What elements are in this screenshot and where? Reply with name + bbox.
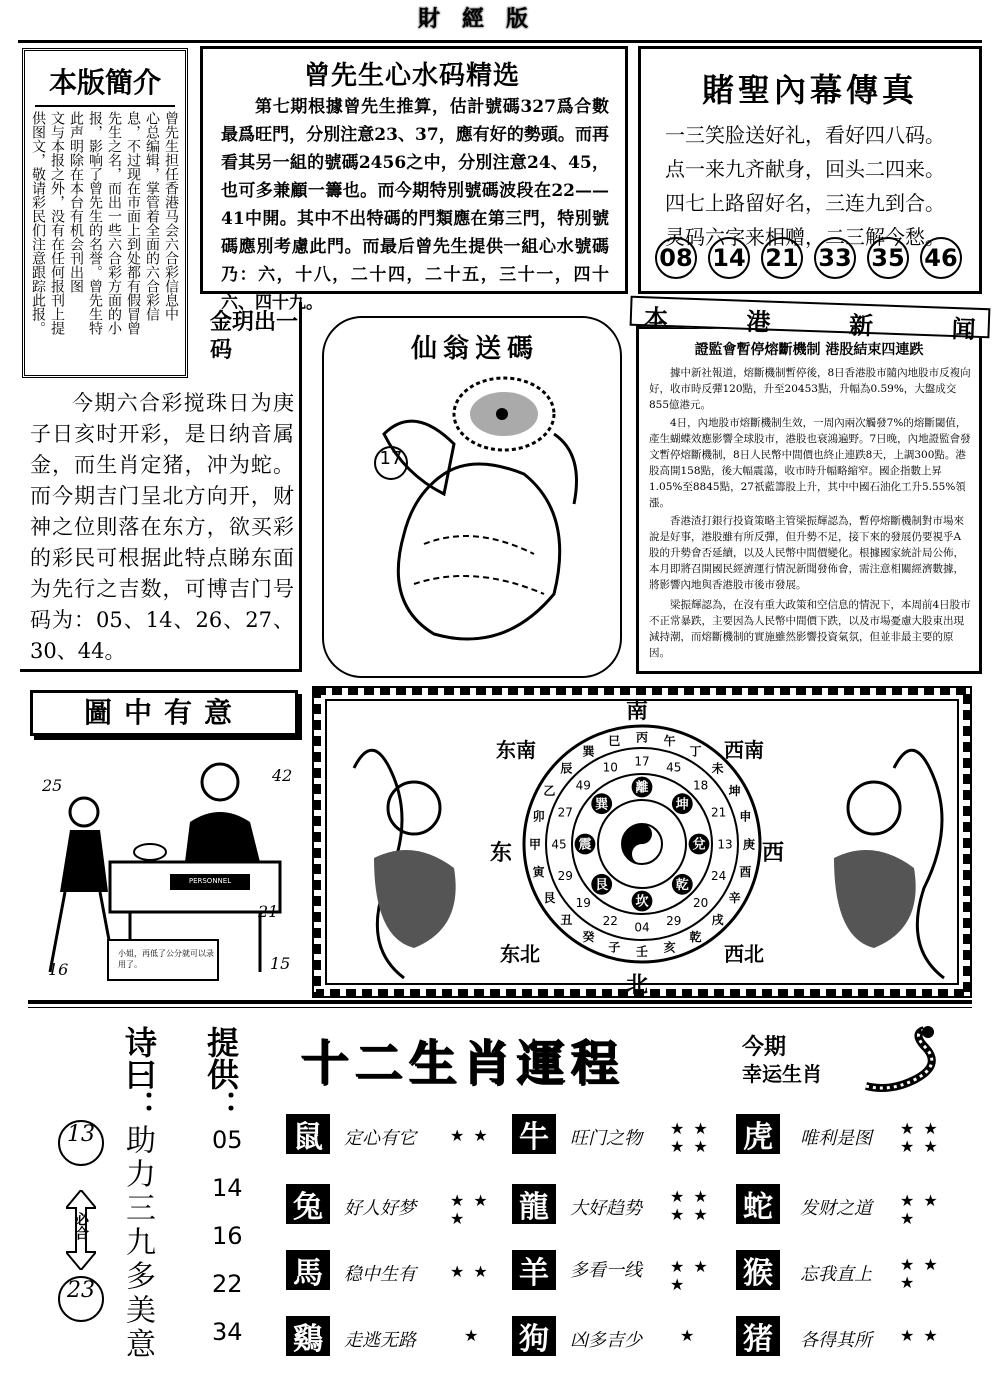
dir-southwest: 西南 bbox=[724, 738, 764, 762]
intro-col: 曾先生担任香港马会六合彩信息中 bbox=[163, 111, 179, 321]
compass-middle-label: 04 bbox=[634, 920, 650, 935]
zodiac-animal: 猴 bbox=[736, 1250, 780, 1290]
compass-middle-label: 13 bbox=[717, 837, 733, 852]
zodiac-animal: 牛 bbox=[512, 1114, 556, 1154]
tips-body: 第七期根據曾先生推算，估計號碼327爲合數最爲旺門，分別注意23、37，應有好的勢頭。而再看其另一組的號碼2456之中，分別注意24、45，也可多兼顧一籌也。而今期特別號碼波段在22——41中開。其中不出特碼的門類應在第三門，特別號碼應別考慮此門。而最后曾先生提供一組心水號碼乃：六，十八，二十四，二十五，三十一，四十六、四十九。 bbox=[221, 97, 609, 313]
compass-middle-label: 18 bbox=[693, 778, 709, 793]
zodiac-animal: 馬 bbox=[286, 1250, 330, 1290]
poem-line: 点一来九齐献身，回头二四来。 bbox=[665, 157, 945, 181]
immortal-figure bbox=[324, 364, 624, 674]
cartoon-num: 15 bbox=[270, 954, 291, 973]
compass-trigram-label: 震 bbox=[578, 837, 592, 853]
zodiac-fortune: 各得其所 bbox=[800, 1330, 872, 1351]
zodiac-stars: ★ ★ ★ bbox=[670, 1257, 710, 1294]
zodiac-fortune: 凶多吉少 bbox=[570, 1330, 642, 1351]
dir-east: 东 bbox=[490, 841, 513, 866]
provided-number: 05 bbox=[212, 1126, 243, 1154]
tips-box bbox=[200, 46, 628, 313]
zodiac-stars: ★ ★ ★ ★ bbox=[670, 1119, 710, 1156]
compass-middle-label: 17 bbox=[634, 754, 650, 769]
zodiac-animal: 鷄 bbox=[286, 1316, 330, 1356]
zodiac-stars: ★ ★ bbox=[450, 1126, 490, 1145]
compass-outer-label: 戌 bbox=[711, 912, 724, 927]
zodiac-animal: 鼠 bbox=[286, 1114, 330, 1154]
must-match-label: 必合 bbox=[73, 1212, 89, 1240]
header-title: 財經版 bbox=[418, 6, 551, 32]
compass-outer-label: 酉 bbox=[739, 865, 752, 880]
zodiac-fortune: 发财之道 bbox=[800, 1198, 872, 1219]
compass-middle-label: 20 bbox=[693, 896, 709, 911]
compass-outer-label: 辛 bbox=[728, 890, 741, 905]
zodiac-banner: 十二生肖運程 bbox=[300, 1035, 625, 1091]
golden-title: 金玥出一码 bbox=[210, 309, 299, 363]
compass-outer-label: 丙 bbox=[635, 730, 649, 745]
compass-outer-label: 巳 bbox=[608, 733, 621, 748]
intro-title: 本版簡介 bbox=[35, 61, 175, 107]
compass-outer-label: 丑 bbox=[560, 912, 573, 927]
compass-trigram-label: 兌 bbox=[692, 837, 706, 853]
news-paragraph: 據中新社報道，熔斷機制暫停後，8日香港股市隨內地股市反複向好，收市時反彈120點，升至20453點，升幅為0.59%，大盤成交855億港元。 bbox=[649, 367, 971, 411]
zodiac-animal: 虎 bbox=[736, 1114, 780, 1154]
cartoon-num: 25 bbox=[42, 776, 63, 795]
compass-middle-label: 24 bbox=[711, 869, 727, 884]
compass-outer-label: 未 bbox=[711, 761, 724, 776]
compass-middle-label: 21 bbox=[711, 805, 727, 820]
provided-number: 16 bbox=[212, 1222, 243, 1250]
compass-outer-label: 申 bbox=[739, 809, 752, 824]
must-match-badge bbox=[66, 1190, 96, 1270]
compass-outer-label: 乾 bbox=[689, 929, 702, 944]
compass-outer-label: 乙 bbox=[543, 783, 556, 798]
zodiac-fortune: 好人好梦 bbox=[344, 1198, 416, 1219]
compass-middle-label: 10 bbox=[602, 760, 618, 775]
poem-box bbox=[638, 46, 982, 294]
compass-outer-label: 甲 bbox=[528, 837, 542, 852]
intro-col: 息，不过现在市面上到处都有假冒曾 bbox=[125, 111, 141, 335]
zodiac-stars: ★ ★ ★ bbox=[900, 1255, 940, 1292]
news-headline: 證監會暫停熔斷機制 港股結束四連跌 bbox=[694, 342, 924, 358]
compass-middle-label: 29 bbox=[666, 914, 682, 929]
intro-col: 心总编辑，掌管着全面的六合彩信 bbox=[144, 111, 160, 321]
cartoon-num: 21 bbox=[258, 902, 279, 921]
zodiac-fortune: 旺门之物 bbox=[570, 1128, 642, 1149]
zodiac-stars: ★ ★ ★ bbox=[900, 1191, 940, 1228]
news-box bbox=[636, 326, 982, 674]
cartoon-num: 42 bbox=[272, 766, 293, 785]
compass-middle-label: 45 bbox=[551, 837, 567, 852]
compass-outer-label: 子 bbox=[608, 940, 621, 955]
lucky-ball: 33 bbox=[814, 237, 856, 279]
dir-northwest: 西北 bbox=[724, 942, 764, 966]
cartoon-title: 圖中有意 bbox=[83, 696, 244, 729]
zodiac-animal: 狗 bbox=[512, 1316, 556, 1356]
zodiac-fortune: 多看一线 bbox=[570, 1260, 642, 1281]
intro-col: 先生之名，而出一些六合彩方面的小 bbox=[106, 111, 122, 335]
zodiac-provide-label: 提供： bbox=[202, 1026, 240, 1122]
zodiac-fortune: 稳中生有 bbox=[344, 1264, 416, 1285]
zodiac-poem-label: 诗曰： bbox=[120, 1026, 158, 1122]
hand-number-1: 13 bbox=[58, 1120, 104, 1166]
zodiac-animal: 羊 bbox=[512, 1250, 556, 1290]
zodiac-fortune: 唯利是图 bbox=[800, 1128, 872, 1149]
zodiac-fortune: 定心有它 bbox=[344, 1128, 416, 1149]
compass-trigram-label: 乾 bbox=[675, 877, 689, 893]
compass-outer-label: 卯 bbox=[532, 809, 545, 824]
zodiac-stars: ★ ★ ★ bbox=[450, 1191, 490, 1228]
compass-outer-label: 坤 bbox=[728, 783, 741, 798]
zodiac-fortune: 大好趋势 bbox=[570, 1198, 642, 1219]
zodiac-stars: ★ bbox=[464, 1326, 481, 1345]
cartoon-num: 16 bbox=[48, 960, 69, 979]
header-rule bbox=[18, 40, 982, 43]
cartoon-sign: PERSONNEL bbox=[188, 877, 232, 885]
compass-trigram-label: 離 bbox=[635, 780, 649, 796]
news-paragraph: 4日，內地股市熔斷機制生效，一周內兩次觸發7%的熔斷閾值，產生蝴蝶效應影響全球股市，港股也衰鴻遍野。7日晚，內地證監會發文暫停熔斷機制，8日人民幣中間價也終止連跌8天，上調300點。港股高開158點，後大幅震蕩，收市時升幅略縮窄。國企指數上昇1.05%至8845點，27祇藍籌股上升，其中中國石油化工升5.55%領漲。 bbox=[649, 417, 971, 509]
compass-panel bbox=[312, 686, 972, 998]
zodiac-animal: 猪 bbox=[736, 1316, 780, 1356]
zodiac-animal: 兔 bbox=[286, 1184, 330, 1224]
intro-col: 此声明除在本台有机会刊出图 bbox=[68, 111, 84, 293]
compass-middle-label: 49 bbox=[575, 778, 591, 793]
lucky-ball: 46 bbox=[920, 237, 962, 279]
compass-outer-label: 艮 bbox=[543, 890, 556, 905]
immortal-box bbox=[322, 316, 622, 678]
snake-icon bbox=[860, 1026, 950, 1096]
zodiac-sub2: 幸运生肖 bbox=[742, 1062, 822, 1086]
lucky-ball: 35 bbox=[867, 237, 909, 279]
poem-line: 一三笑脸送好礼，看好四八码。 bbox=[665, 123, 945, 147]
poem-line: 四七上路留好名，三连九到合。 bbox=[665, 191, 945, 215]
dir-northeast: 东北 bbox=[500, 942, 540, 966]
compass-outer-label: 亥 bbox=[663, 940, 676, 955]
zodiac-stars: ★ ★ ★ ★ bbox=[670, 1187, 710, 1224]
zodiac-stars: ★ ★ bbox=[450, 1262, 490, 1281]
dir-west: 西 bbox=[762, 841, 785, 866]
zodiac-sub1: 今期 bbox=[742, 1035, 787, 1060]
compass-trigram-label: 巽 bbox=[595, 797, 609, 813]
immortal-number: 17 bbox=[374, 446, 408, 480]
dir-south: 南 bbox=[626, 699, 649, 724]
news-paragraph: 梁振輝認為，在沒有重大政策和空信息的情況下，本周前4日股市不正常暴跌，主要因為人民幣中間價下跌，以及市場憂慮大股東出現減持潮，而熔斷機制的實施雖然影響投資氣氛，但並非最主要的原因。 bbox=[649, 599, 971, 659]
compass-outer-label: 壬 bbox=[635, 944, 649, 959]
compass-outer-label: 丁 bbox=[689, 744, 702, 759]
zodiac-stars: ★ ★ bbox=[900, 1326, 940, 1345]
intro-col: 文与本报之外，没有在任何报刊上提 bbox=[49, 111, 65, 335]
news-paragraph: 香港渣打銀行投資策略主管梁振輝認為，暫停熔斷機制對市場來說是好事，港股雖有所反彈，但升勢不足，接下來的發展仍要視乎A股的升勢會否延續，以及人民幣中間價變化。根據國家統計局公佈，本月即將召開國民經濟運行情況新聞發佈會，需注意相關經濟數據，將影響內地與香港股市後市發展。 bbox=[649, 515, 964, 591]
tips-title: 曾先生心水码精选 bbox=[303, 61, 520, 91]
lucky-ball: 08 bbox=[655, 237, 697, 279]
golden-section bbox=[20, 302, 302, 672]
compass-middle-label: 29 bbox=[557, 869, 573, 884]
zodiac-animal: 蛇 bbox=[736, 1184, 780, 1224]
compass-outer-label: 辰 bbox=[560, 761, 573, 776]
dir-southeast: 东南 bbox=[496, 738, 536, 762]
compass-outer-label: 庚 bbox=[742, 837, 756, 852]
cartoon-caption: 小姐，再低了公分就可以录用了。 bbox=[118, 949, 214, 969]
lucky-ball: 14 bbox=[708, 237, 750, 279]
zodiac-divider bbox=[28, 1000, 972, 1008]
compass-middle-label: 45 bbox=[666, 760, 682, 775]
page-header bbox=[418, 2, 588, 38]
zodiac-fortune: 走逃无路 bbox=[344, 1330, 416, 1351]
cartoon-panel bbox=[20, 742, 302, 998]
compass-trigram-label: 艮 bbox=[595, 877, 609, 893]
zodiac-stars: ★ bbox=[680, 1326, 697, 1345]
compass-outer-label: 午 bbox=[663, 733, 676, 748]
poem-title: 賭聖內幕傳真 bbox=[701, 71, 918, 109]
zodiac-fortune: 忘我直上 bbox=[800, 1264, 872, 1285]
provided-number: 22 bbox=[212, 1270, 243, 1298]
news-banner-char: 港 bbox=[745, 306, 771, 337]
compass-trigram-label: 坎 bbox=[635, 894, 649, 910]
compass-trigram-label: 坤 bbox=[675, 797, 689, 813]
golden-body: 今期六合彩搅珠日为庚子日亥时开彩，是日纳音属金，而生肖定猪，冲为蛇。而今期吉门呈北方向开，财神之位則落在东方，欲买彩的彩民可根据此特点睇东面为先行之吉数，可博吉门号码为：05、14、26、27、30、44。 bbox=[30, 391, 294, 663]
immortal-title: 仙翁送碼 bbox=[410, 334, 539, 364]
intro-col: 报，影响了曾先生的名誉。曾先生特 bbox=[87, 111, 103, 335]
intro-col: 供图文，敬请彩民们注意跟踪此报。 bbox=[30, 111, 46, 335]
hand-number-2: 23 bbox=[58, 1276, 104, 1322]
compass-outer-label: 巽 bbox=[582, 744, 595, 759]
zodiac-verse: 助力三九多美意 bbox=[120, 1124, 155, 1362]
news-banner-char: 新 bbox=[848, 310, 874, 341]
dir-north: 北 bbox=[626, 973, 649, 998]
provided-number: 14 bbox=[212, 1174, 243, 1202]
zodiac-stars: ★ ★ ★ ★ bbox=[900, 1119, 940, 1156]
cartoon-title-box bbox=[30, 690, 298, 736]
news-banner-char: 闻 bbox=[951, 313, 977, 344]
news-banner-char: 本 bbox=[643, 303, 669, 334]
compass-middle-label: 27 bbox=[557, 805, 573, 820]
zodiac-animal: 龍 bbox=[512, 1184, 556, 1224]
lucky-ball: 21 bbox=[761, 237, 803, 279]
compass-middle-label: 22 bbox=[602, 914, 618, 929]
provided-number: 34 bbox=[212, 1318, 243, 1346]
compass-outer-label: 寅 bbox=[532, 865, 545, 880]
compass-outer-label: 癸 bbox=[582, 929, 595, 944]
poem-balls bbox=[655, 237, 973, 279]
compass-middle-label: 19 bbox=[575, 896, 591, 911]
poem-line: 灵码六字来相赠，二三解今愁。 bbox=[665, 225, 945, 249]
